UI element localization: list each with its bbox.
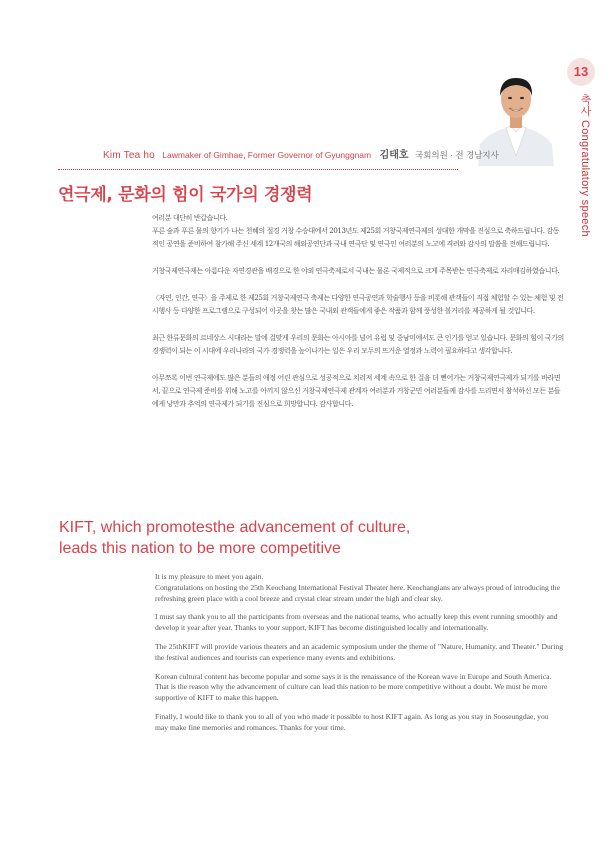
english-paragraph: Congratulations on hosting the 25th Keochang International Festival Theater here. Keochangians are always proud of introducing the refreshing green place with a cool breeze and crystal clear stream under the high and clear sky. <box>155 582 560 603</box>
author-name-ko: 김태호 <box>379 150 409 161</box>
english-title-line1: KIFT, which promotesthe advancement of culture, <box>59 519 411 536</box>
english-paragraph: Korean cultural content has become popular and some says it is the renaissance of the Korean wave in Europe and South America. That is the reason why the advancement of culture can lead this nation to be more competitive without a doubt. We must be more supportive of KIFT to make this happen. <box>155 671 552 703</box>
english-title <box>59 517 539 559</box>
author-role-ko: 국회의원 · 전 경남지사 <box>415 150 499 160</box>
section-label: 축사 Congratulatory speech <box>579 94 591 237</box>
dotted-divider <box>58 169 458 170</box>
korean-greeting: 여러분 대단히 반갑습니다. <box>152 214 228 222</box>
english-title-line2: leads this nation to be more competitive <box>59 540 341 557</box>
english-greeting: It is my pleasure to meet you again. <box>155 572 264 581</box>
english-paragraph: I must say thank you to all the participants from overseas and the national teams, who actually keep this event running smoothly and develop it year after year. Thanks to your support, KIFT has become distinguished locally and internationally. <box>155 612 558 633</box>
author-line <box>103 145 499 163</box>
english-body <box>155 572 563 742</box>
korean-paragraph: 〈자연, 인간, 연극〉을 주제로 한 제25회 거창국제연극 축제는 다양한 연극공연과 학술행사 등을 비롯해 관객들이 직접 체험할 수 있는 체험 및 전시행사 등 다양한 프로그램으로 구성되어 이곳을 찾는 많은 국내외 관객들에게 좋은 작품과 함께 풍성한 볼거리를 제공하게 될 것입니다. <box>152 294 564 315</box>
english-paragraph: The 25thKIFT will provide various theaters and an academic symposium under the theme of "Nature, Humanity, and Theater." During the festival audiences and tourists can experience many events and exhibitions. <box>155 641 563 662</box>
english-paragraph: Finally, I would like to thank you to all of you who made it possible to host KIFT again. As long as you stay in Sooseungdae, you may make fine memories and romances. Thanks for your time. <box>155 711 549 732</box>
korean-paragraph: 최근 한류문화의 르네상스 시대라는 말에 걸맞게 우리의 문화는 아시아를 넘어 유럽 및 중남미에서도 큰 인기를 얻고 있습니다. 문화의 힘이 국가의 경쟁력이 되는 이 시대에 우리나라의 국가 경쟁력을 높이나가는 일은 우리 모두의 뜨거운 열정과 노력이 필요하다고 생각합니다. <box>152 334 564 355</box>
korean-paragraph: 푸른 숲과 푸른 물의 향기가 나는 천혜의 절경 거창 수승대에서 2013년도 제25회 거창국제연극제의 성대한 개막을 진심으로 축하드립니다. 감동적인 공연을 준비하여 참가해 주신 세계 12개국의 해외공연단과 국내 연극단 및 연극인 여러분의 노고에 격려와 감사의 말씀을 전해드립니다. <box>152 227 560 248</box>
page-number: 13 <box>567 58 595 86</box>
author-name-en: Kim Tea ho <box>103 150 155 161</box>
korean-paragraph: 거창국제연극제는 아름다운 자연경관을 배경으로 한 야외 연극축제로서 국내는 물론 국제적으로 크게 주목받는 연극축제로 자리매김하였습니다. <box>152 267 560 275</box>
author-role-en: Lawmaker of Gimhae, Former Governor of Gyunggnam <box>162 150 372 160</box>
korean-title: 연극제, 문화의 힘이 국가의 경쟁력 <box>58 185 313 205</box>
korean-body <box>152 212 564 425</box>
korean-paragraph: 아무쪼록 이번 연극제에도 많은 분들의 애정 어린 관심으로 성공적으로 치러져 세계 속으로 한 걸음 더 뻗어가는 거창국제연극제가 되기를 바라면서, 끝으로 연극제 준비를 위해 노고를 아끼지 않으신 거창국제연극제 관계자 여러분과 거창군민 여러분들께 감사를 드리면서 참석하신 모든 분들에게 낭만과 추억의 연극제가 되기를 진심으로 희망합니다. 감사합니다. <box>152 374 561 408</box>
